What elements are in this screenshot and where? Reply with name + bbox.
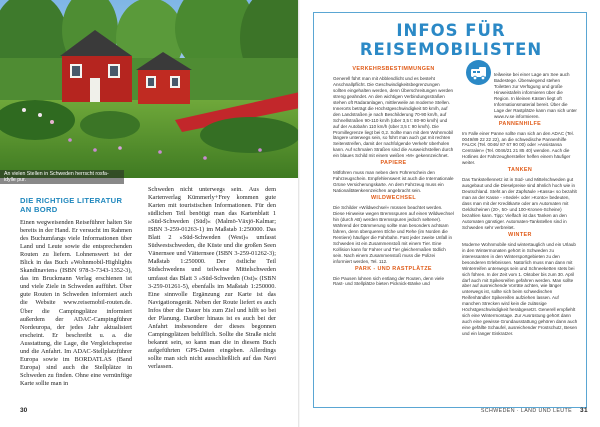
info-box-title: INFOS FÜR REISEMOBILISTEN bbox=[359, 21, 543, 59]
section-text-tanken: Das Tankstellennetz ist in Süd- und Mittelschweden gut ausgebaut und die Dieselpreise sind ähnlich hoch wie in Deutschland. Steht an der Zapfsäule »Kassa« so bezahlt man an der Kasse - »Sedel« oder »Konto« bedeuten, dass man mit der Kreditkarte oder am Automaten mit Geldscheinen (20-, 50- und 100-Kronen-Scheine) bezahlen kann. Tipp: Vielfach ist das Tanken an den Automaten günstiger. Automaten-Tankstellen sind in Schweden sehr verbreitet. bbox=[462, 177, 577, 230]
article-column-2 bbox=[148, 186, 276, 371]
section-text-winter: Moderne Wohnmobile sind wintertauglich und ein Urlaub in den Wintermonaten gehört in Schweden zu interessanten in den Wintersportgebieten zu den besonderen Erlebnissen. Natürlich muss man dann mit Winterreifen unterwegs sein und Schneeketten stets bei sich führen. In der Zeit vom 1. Oktober bis zum 30. April darf auch mit Spikesreifen gefahren werden. Man sollte aber auf ausreichende Vorräte achten, wie länger unterwegs ist, sollte sich beim schwedischen Reifenhändler Spikereifen aufziehen lassen. Auf manchen Strecken wird kein die zulässige Höchstgeschwindigkeit herabgesetzt. Generell empfiehlt sich eine Wintermontage. Zur Ausrüstung gehört dann auch eine gewisse Grundausstattung gehören dann auch eine gefällte Schaufel, ausreichender Frostschutz, Besen und ein langer Eiskratzer. bbox=[462, 241, 578, 337]
section-text-park: Die Pausen lohnen sich entlang der Routen, denn viele Rast- und Stellplätze bieten Picknick-Bänke und bbox=[333, 275, 444, 287]
info-column-2 bbox=[462, 72, 578, 337]
footer-label: SCHWEDEN · LAND UND LEUTE bbox=[480, 408, 573, 414]
section-text-intro: teilweise bei einer Lage am See auch Badestege. Überwiegend stehen Toiletten zur Verfügung und große Hinweistafeln informieren über die Region. In kleinen Kästen liegt oft Informationsmaterial bereit. Über die Lage der Rastplätze kann man sich unter www.rv.se informieren. bbox=[494, 72, 577, 119]
section-heading-park: PARK - UND RASTPLÄTZE bbox=[355, 265, 432, 272]
photo-swedish-house bbox=[0, 0, 300, 178]
page-number-right: 31 bbox=[579, 407, 588, 414]
article-column-1 bbox=[20, 219, 132, 388]
section-heading-tanken: TANKEN bbox=[507, 167, 533, 174]
section-heading-papiere: PAPIERE bbox=[380, 160, 407, 167]
article-heading: DIE RICHTIGE LITERATUR AN BORD bbox=[20, 196, 123, 214]
article-text-1: Einen wegweisenden Reiseführer halten Sie bereits in der Hand. Er versucht im Rahmen des Buchumfangs viele Informationen über Land und Leute sowie die entsprechenden Routen zu liefern. Lohnenswert ist der Blick in das Buch »Wohnmobil-Highlights Skandinavien« (ISBN 978-3-7343-1352-3), das im Bruckmann Verlag erschienen ist und viele Ziele in Schweden aufführt. Über gute Routen in Schweden informiert auch die Website www.reisemobil-routen.de. Über die Campingplätze informiert außerdem der ADAC-Campingführer Nordeuropa, der jedes Jahr aktualisiert erscheint. Er beschreibt u. a. die Ausstattung, die Lage, die Vergleichspreise und die Anfahrt. Im ADAC-Stellplatzführer Europa sowie im BORDATLAS (Band Europa) sind auch die Stellplätze in Schweden zu finden. Ohne eine vernünftige Karte sollte man in bbox=[20, 219, 132, 387]
page-number-left: 30 bbox=[20, 407, 28, 414]
page-footer bbox=[481, 407, 588, 414]
section-text-panne: Im Falle einer Panne sollte man sich an den ADAC (Tel. 0049/89 22 22 22), an die schwedische Pannenhilfe FALCK (Tel. 0046/ 87 67 90 00) oder »Assistansa Centralen« (Tel. 0046/21 21 85 40) wenden. Auch die Hotlines der Fahrzeughersteller helfen einem häufiger weiter. bbox=[462, 130, 574, 166]
article-text-2: Schweden nicht unterwegs sein. Aus dem Kartenverlag Kümmerly+Frey kommen gute Karten mit touristischen Informationen. Für den südlichen Teil benötigt man das Kartenblatt 1 »Süd-Schweden (Süd)« (Malmö-Växjö-Kalmar; ISBN 3-259-01263-1) im Maßstab 1:250000. Das Blatt 2 »Süd-Schweden (West)« umfasst Südwestschweden, die Küste und die großen Seen Vänernsee und Vätternsee (ISBN 3-259-01262-3); Maßstab 1:250000. Der östliche Teil Südschwedens und teilweise Mittelschweden umfasst das Blatt 3 »Süd-Schweden (Ost)« (ISBN 3-259-01261-5), ebenfalls im Maßstab 1:250000. Eine sinnvolle Ergänzung zur Karte ist das Navigationsgerät. Neben der Route liefert es auch Infos über die Dauer bis zum Ziel und hilft so bei der Planung. Darüber hinaus ist es auch bei der Anfahrt insbesondere der dieses begonnen Campingplätzen behilflich. Sollte die Straße nicht bekannt sein, so kann man die in diesem Buch aufgeführten GPS-Daten eingeben. Allerdings sollte man sich nicht ausschließlich auf das Navi verlassen. bbox=[148, 186, 276, 371]
photo-caption: An vielen Stellen in Schweden herrscht rosfa-idylle pur. bbox=[0, 170, 124, 184]
info-box bbox=[313, 12, 587, 408]
section-text-verkehr: Generell führt man mit Abblendlicht und es besteht Anschnallpflicht. Die Geschwindigkeitsbegrenzungen sollten eingehalten werden, denn Überschreitungen werden streng geahndet. An den wichtigen Verbindungsstraßen stehen oft Radaranlagen, mittlerweile an moderne Stellen. Innerorts beträgt die Höchstgeschwindigkeit 50 km/h, auf den Landstraßen je nach Beschilderung 70-90 km/h, auf Schnellstraßen 90-110 km/h (über 3,5 t: 80-90 km/h) und auf der Autobahn 110 km/h (über 3,5 t: 90 km/h). Die Promillegrenze liegt bei 0,2. Sollte man mit dem Wohnmobil längere unterwegs sein, so führt man auch gut mit rechten Seitenstreifen, damit der nachfolgende Verkehr überholen kann. Auf schmalen Straßen sind die Ausweichstellen durch ein blaues Schild mit einem weißen »M« gekennzeichnet. bbox=[333, 75, 454, 159]
section-heading-panne: PANNENHILFE bbox=[498, 120, 542, 127]
section-heading-verkehr: VERKEHRSBESTIMMUNGEN bbox=[352, 66, 435, 72]
info-column-1 bbox=[333, 65, 454, 287]
section-heading-wildwechsel: WILDWECHSEL bbox=[370, 195, 417, 202]
section-heading-winter: WINTER bbox=[508, 231, 532, 238]
right-page bbox=[300, 0, 600, 427]
section-text-papiere: Mitführen muss man neben dem Führerschein den Fahrzeugschein. Empfehlenswert ist auch die Internationale Grüne Versicherungskarte. An dem Fahrzeug muss ein Nationalitätenkennzeichen angebracht sein. bbox=[333, 170, 454, 194]
section-text-wildwechsel: Die Schilder »Wildwechsel« müssen beachtet werden. Diese Hinweise wegen Bremsspuren auf einen Wildwechsel hin (durch AB) werden Bremsspuren jedoch seltener). Während der Dämmerung sollte man besonders achtsam fahren, denn überqueren Elche und Rehe (im Norden die Rentiere) häufiger die Fahrbahn. Fast jeder zweite Unfall in Schweden ist ein Zusammenstoß mit einem Tier. Eine Kollision kann für Fahrer und Tier gleichermaßen tödlich sein. Nach einem Zusammenstoß muss die Polizei informiert werden, Tel. 112. bbox=[333, 205, 454, 264]
